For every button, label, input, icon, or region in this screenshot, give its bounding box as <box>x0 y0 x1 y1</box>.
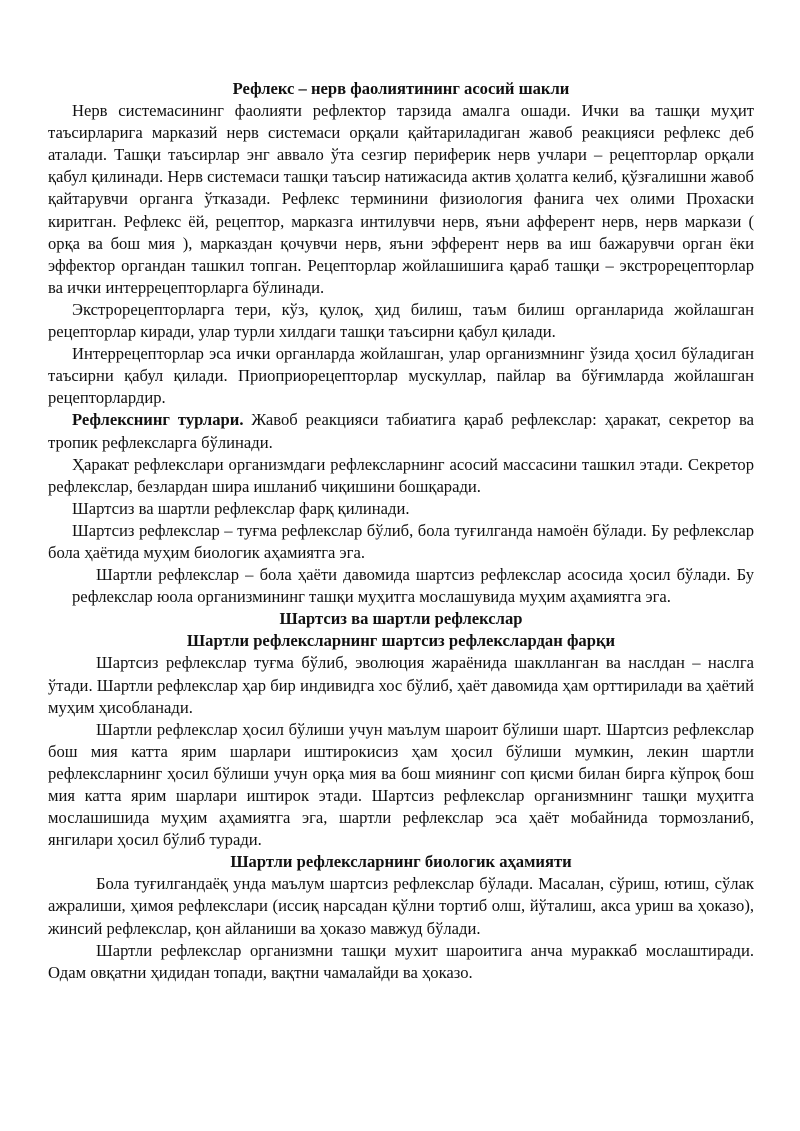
reflex-types-text: Жавоб реакцияси табиатига қараб рефлекслар: ҳаракат, секретор ва тропик рефлексларга бўлинади. <box>48 410 754 452</box>
reflex-types-heading: Рефлекснинг турлари. <box>72 410 244 430</box>
paragraph-conditions: Шартли рефлекслар ҳосил бўлиши учун маълум шароит бўлиши шарт. Шартсиз рефлекслар бош мия катта ярим шарлари иштирокисиз ҳам ҳосил бўлиши мумкин, лекин шартли рефлексларнинг ҳосил бўлиши учун орқа мия ва бош миянинг соп қисми билан бирга кўпроқ бош мия катта ярим шарлари иштирок этади. Шартсиз рефлекслар организмнинг ташқи муҳитга мослашишида муҳим аҳамиятга эга, шартли рефлекслар эса ҳаёт мобайнида тормозланиб, янгилари ҳосил бўлиб туради. <box>48 719 754 850</box>
section-heading-biological-significance: Шартли рефлексларнинг биологик аҳамияти <box>230 852 572 872</box>
section-heading-reflexes: Шартсиз ва шартли рефлекслар <box>279 609 523 629</box>
paragraph-motor-reflexes: Ҳаракат рефлекслари организмдаги рефлексларнинг асосий массасини ташкил этади. Секретор рефлекслар, безлардан шира ишланиб чиқишини бошқаради. <box>48 454 754 496</box>
paragraph-reflex-types <box>48 409 754 453</box>
paragraph-newborn-reflexes: Бола туғилгандаёқ унда маълум шартсиз рефлекслар бўлади. Масалан, сўриш, ютиш, сўлак ажралиши, ҳимоя рефлекслари (иссиқ нарсадан қўлни тортиб олш, йўталиш, акса уриш ва ҳоказо), жинсий рефлекслар, қон айланиши ва ҳоказо мавжуд бўлади. <box>48 874 754 938</box>
paragraph-interoceptors: Интеррецепторлар эса ички органларда жойлашган, улар организмнинг ўзида ҳосил бўладиган таъсирни қабул қилади. Приоприорецепторлар мускуллар, пайлар ва бўғимларда жойлашган рецепторлардир. <box>48 344 754 408</box>
paragraph-adaptation: Шартли рефлекслар организмни ташқи мухит шароитига анча мураккаб мослаштиради. Одам овқатни ҳидидан топади, вақтни чамалайди ва ҳоказо. <box>48 940 754 982</box>
paragraph-conditioned: Шартли рефлекслар – бола ҳаёти давомида шартсиз рефлекслар асосида ҳосил бўлади. Бу рефлекслар юола организмининг ташқи муҳитга мослашувида муҳим аҳамиятга эга. <box>72 565 754 607</box>
document-title: Рефлекс – нерв фаолиятининг асосий шакли <box>232 79 570 98</box>
document-page <box>48 78 754 984</box>
paragraph-unconditioned: Шартсиз рефлекслар – туғма рефлекслар бўлиб, бола туғилганда намоён бўлади. Бу рефлекслар бола ҳаётида муҳим биологик аҳамиятга эга. <box>48 520 754 562</box>
paragraph-reflex-definition: Нерв системасининг фаолияти рефлектор тарзида амалга ошади. Ички ва ташқи муҳит таъсирларига марказий нерв системаси орқали қайтариладиган жавоб реакцияси рефлекс деб аталади. Ташқи таъсирлар энг аввало ўта сезгир периферик нерв учлари – рецепторлар орқали қабул қилинади. Нерв системаси ташқи таъсир натижасида актив ҳолатга келиб, қўзғалишни жавоб қайтарувчи органга ўтказади. Рефлекс терминини физиология фанига чех олими Прохаски киритган. Рефлекс ёй, рецептор, марказга интилувчи нерв, яъни афферент нерв, нерв маркази ( орқа ва бош мия ), марказдан қочувчи нерв, яъни эфферент нерв ва иш бажарувчи орган ёки эффектор органдан ташкил топган. Рецепторлар жойлашишига қараб ташқи – экстрорецепторлар ва ички интеррецепторларга бўлинади. <box>48 101 754 297</box>
paragraph-innate: Шартсиз рефлекслар туғма бўлиб, эволюция жараёнида шаклланган ва наслдан – наслга ўтади. Шартли рефлекслар ҳар бир индивидга хос бўлиб, ҳаёт давомида ҳам орттирилади ва ҳаётий муҳим ҳисобланади. <box>48 653 754 717</box>
paragraph-distinction: Шартсиз ва шартли рефлекслар фарқ қилинади. <box>72 498 410 518</box>
section-heading-differences: Шартли рефлексларнинг шартсиз рефлекслардан фарқи <box>186 631 616 651</box>
paragraph-exteroceptors: Экстрорецепторларга тери, кўз, қулоқ, ҳид билиш, таъм билиш органларида жойлашган рецепторлар киради, улар турли хилдаги ташқи таъсирни қабул қилади. <box>48 299 754 342</box>
